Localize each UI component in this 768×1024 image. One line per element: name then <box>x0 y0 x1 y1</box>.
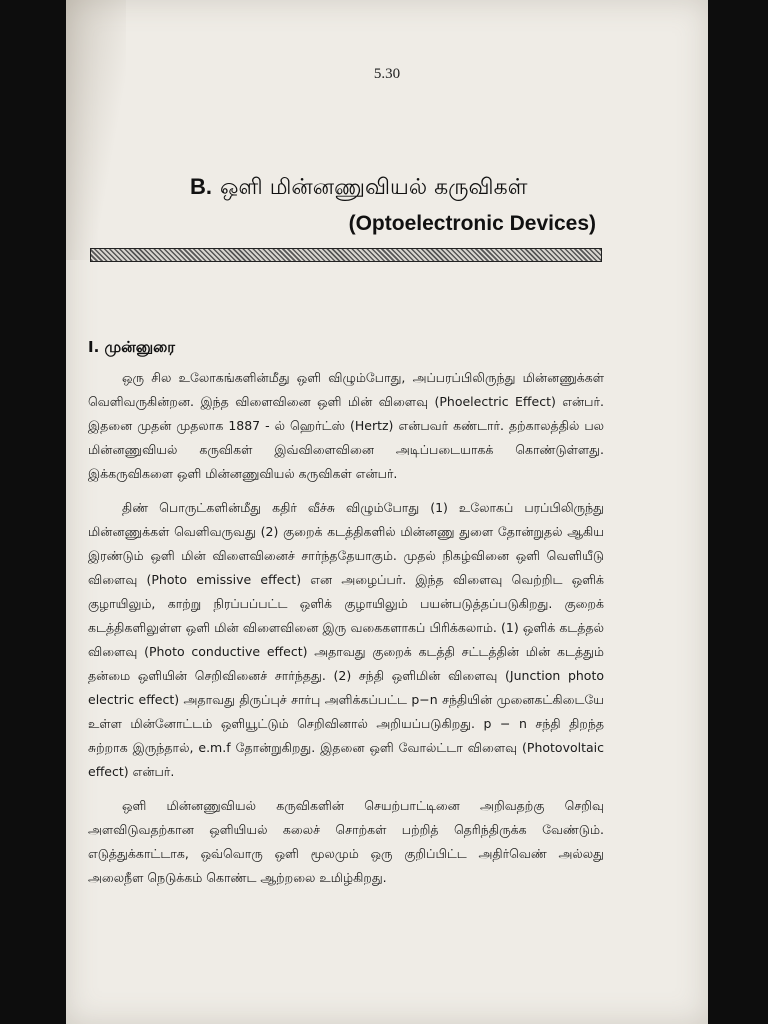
heading-label: B. <box>190 174 212 199</box>
page-number: 5.30 <box>373 66 401 82</box>
heading-tamil-text: ஒளி மின்னணுவியல் கருவிகள் <box>220 175 528 200</box>
paragraph-1: ஒரு சில உலோகங்களின்மீது ஒளி விழும்போது, அப்பரப்பிலிருந்து மின்னணுக்கள் வெளிவருகின்றன. இந்த விளைவினை ஒளி மின் விளைவு (Phoelectric Effect) என்பர். இதனை முதன் முதலாக 1887 - ல் ஹெர்ட்ஸ் (Hertz) என்பவர் கண்டார். தற்காலத்தில் பல மின்னணுவியல் கருவிகள் இவ்விளைவினை அடிப்படையாகக் கொண்டுள்ளது. இக்கருவிகளை ஒளி மின்னணுவியல் கருவிகள் என்பர். <box>88 370 604 481</box>
paragraph-3: ஒளி மின்னணுவியல் கருவிகளின் செயற்பாட்டினை அறிவதற்கு செறிவு அளவிடுவதற்கான ஒளியியல் கலைச் சொற்கள் பற்றித் தெரிந்திருக்க வேண்டும். எடுத்துக்காட்டாக, ஒவ்வொரு ஒளி மூலமும் ஒரு குறிப்பிட்ட அதிர்வெண் அல்லது அலைநீள நெடுக்கம் கொண்ட ஆற்றலை உமிழ்கிறது. <box>88 798 604 885</box>
chapter-heading-tamil <box>190 174 528 203</box>
chapter-heading-english: (Optoelectronic Devices) <box>348 212 596 235</box>
heading-divider <box>90 248 602 262</box>
section-title: I. முன்னுரை <box>88 338 176 356</box>
document-page <box>66 0 708 1024</box>
paragraph-2: திண் பொருட்களின்மீது கதிர் வீச்சு விழும்போது (1) உலோகப் பரப்பிலிருந்து மின்னணுக்கள் வெளிவருவது (2) குறைக் கடத்திகளில் மின்னணு துளை தோன்றுதல் ஆகிய இரண்டும் ஒளி மின் விளைவினைச் சார்ந்ததேயாகும். முதல் நிகழ்வினை ஒளி வெளியீடு விளைவு (Photo emissive effect) என அழைப்பர். இந்த விளைவு வெற்றிட ஒளிக் குழாயிலும், காற்று நிரப்பப்பட்ட ஒளிக் குழாயிலும் பயன்படுத்தப்படுகிறது. குறைக் கடத்திகளிலுள்ள ஒளி மின் விளைவினை இரு வகைகளாகப் பிரிக்கலாம். (1) ஒளிக் கடத்தல் விளைவு (Photo conductive effect) அதாவது குறைக் கடத்தி சட்டத்தின் மின் கடத்தும் தன்மை ஒளியின் செறிவினைச் சார்ந்தது. (2) சந்தி ஒளிமின் விளைவு (Junction photo electric effect) அதாவது திருப்புச் சார்பு அளிக்கப்பட்ட p−n சந்தியின் முனைகட்கிடையே உள்ள மின்னோட்டம் ஒளியூட்டும் செறிவினால் அறியப்படுகிறது. p − n சந்தி திறந்த சுற்றாக இருந்தால், e.m.f தோன்றுகிறது. இதனை ஒளி வோல்ட்டா விளைவு (Photovoltaic effect) என்பர். <box>88 500 604 779</box>
body-text <box>88 366 604 900</box>
page-fold-shadow <box>66 0 126 260</box>
